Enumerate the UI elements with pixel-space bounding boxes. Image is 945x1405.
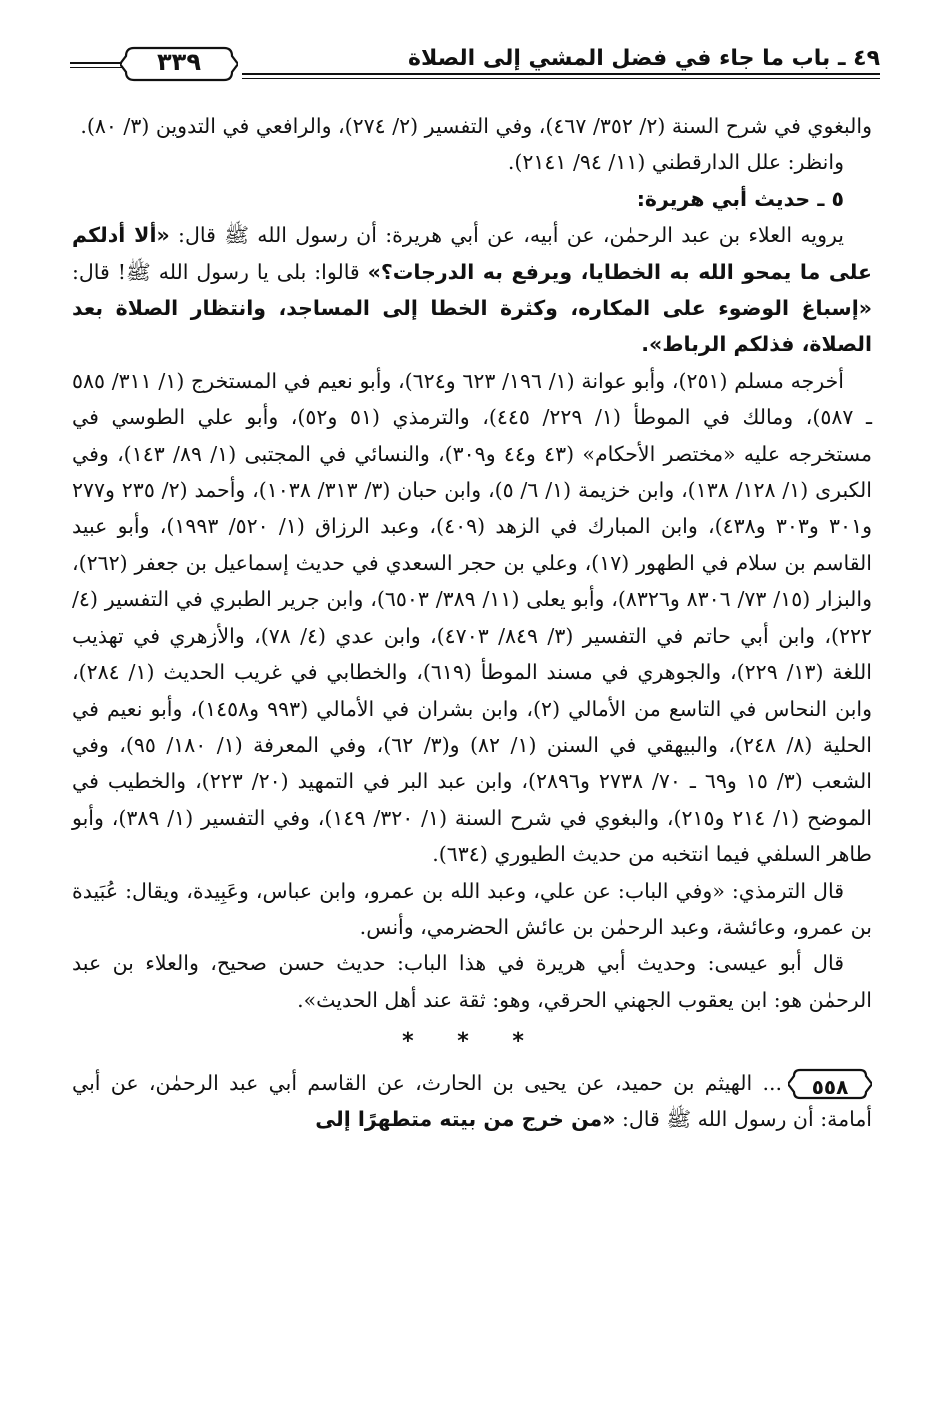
page-number: ٣٣٩ [157,48,201,76]
hadith-number: ٥٥٨ [811,1075,849,1100]
paragraph-abu-isa: قال أبو عيسى: وحديث أبي هريرة في هذا الباب: حديث حسن صحيح، والعلاء بن عبد الرحمٰن هو: ابن يعقوب الجهني الحرقي، وهو: ثقة عند أهل الحديث». [72,951,872,1012]
page-header [70,40,880,100]
page-body [72,108,872,1137]
hadith-558-matn: «من خرج من بيته متطهرًا إلى [315,1107,616,1132]
paragraph-takhrij: أخرجه مسلم (٢٥١)، وأبو عوانة (١/ ١٩٦/ ٦٢٣ و٦٢٤)، وأبو نعيم في المستخرج (١/ ٣١١/ ٥٨٥ ـ ٥٨٧)، ومالك في الموطأ (١/ ٢٢٩/ ٤٤٥)، والترمذي (٥١ و٥٢)، وأبو علي الطوسي في مستخرجه عليه «مختصر الأحكام» (٤٣ و٤٤ و٣٠٩)، والنسائي في المجتبى (١/ ٨٩/ ١٤٣)، وفي الكبرى (١/ ١٢٨/ ١٣٨)، وابن خزيمة (١/ ٦/ ٥)، وابن حبان (٣/ ٣١٣/ ١٠٣٨)، وأحمد (٢/ ٢٣٥ و٢٧٧ و٣٠١ و٣٠٣ و٤٣٨)، وابن المبارك في الزهد (٤٠٩)، وعبد الرزاق (١/ ٥٢٠/ ١٩٩٣)، وأبو عبيد القاسم بن سلام في الطهور (١٧)، وعلي بن حجر السعدي في حديث إسماعيل بن جعفر (٢٦٢)، والبزار (١٥/ ٧٣/ ٨٣٠٦ و٨٣٢٦)، وأبو يعلى (١١/ ٣٨٩/ ٦٥٠٣)، وابن جرير الطبري في التفسير (٤/ ٢٢٢)، وابن أبي حاتم في التفسير (٣/ ٨٤٩/ ٤٧٠٣)، وابن عدي (٤/ ٧٨)، والأزهري في تهذيب اللغة (١٣/ ٢٢٩)، والجوهري في مسند الموطأ (٦١٩)، والخطابي في غريب الحديث (١/ ٢٨٤)، وابن النحاس في التاسع من الأمالي (٢)، وابن بشران في الأمالي (٩٩٣ و١٤٥٨)، وأبو نعيم في الحلية (٨/ ٢٤٨)، والبيهقي في السنن (١/ ٨٢) و(٣/ ٦٢)، وفي المعرفة (١/ ١٨٠/ ٩٥)، وفي الشعب (٣/ ١٥ و٦٩ ـ ٧٠/ ٢٧٣٨ و٢٨٩٦)، وابن عبد البر في التمهيد (٢٠/ ٢٢٣)، والخطيب في الموضح (١/ ٢١٤ و٢١٥)، والبغوي في شرح السنة (١/ ٣٢٠/ ١٤٩)، وفي التفسير (١/ ٣٨٩)، وأبو طاهر السلفي فيما انتخبه من حديث الطيوري (٦٣٤). [72,368,873,867]
hadith-reply: قالوا: بلى يا رسول الله ﷺ! قال: [72,259,368,284]
header-rule-right [242,73,880,75]
chapter-title: ٤٩ ـ باب ما جاء في فضل المشي إلى الصلاة [408,46,880,71]
paragraph-tirmidhi-bab: قال الترمذي: «وفي الباب: عن علي، وعبد الله بن عمرو، وابن عباس، وعَبِيدة، ويقال: عُبَيدة بن عمرو، وعائشة، وعبد الرحمٰن بن عائش الحضرمي، وأنس. [72,878,872,939]
paragraph-bagawi-ref: والبغوي في شرح السنة (٢/ ٣٥٢/ ٤٦٧)، وفي التفسير (٢/ ٢٧٤)، والرافعي في التدوين (٣/ ٨٠). [80,114,872,138]
section-heading-abu-hurayrah: ٥ ـ حديث أبي هريرة: [636,186,844,211]
paragraph-hadith-558 [72,1065,872,1138]
page-number-frame [120,44,238,84]
header-rule-left-thin [70,67,122,68]
header-rule-left [70,62,122,64]
paragraph-hadith-text [72,217,872,363]
hadith-isnad: يرويه العلاء بن عبد الرحمٰن، عن أبيه، عن أبي هريرة: أن رسول الله ﷺ قال: [169,223,844,248]
hadith-matn-question: «ألا أدلكم على ما يمحو الله به الخطايا، ويرفع به الدرجات؟» [72,223,872,284]
hadith-number-frame [788,1067,872,1101]
hadith-matn-answer: «إسباغ الوضوء على المكاره، وكثرة الخطا إلى المساجد، وانتظار الصلاة بعد الصلاة، فذلكم الرباط». [72,296,872,357]
header-rule-right-thin [242,78,880,79]
hadith-558-isnad: ... الهيثم بن حميد، عن يحيى بن الحارث، عن القاسم أبي عبد الرحمٰن، عن أبي أمامة: أن رسول الله ﷺ قال: [72,1070,872,1132]
paragraph-see-also: وانظر: علل الدارقطني (١١/ ٩٤/ ٢١٤١). [507,150,844,175]
section-separator-stars: * * * [402,1029,542,1055]
